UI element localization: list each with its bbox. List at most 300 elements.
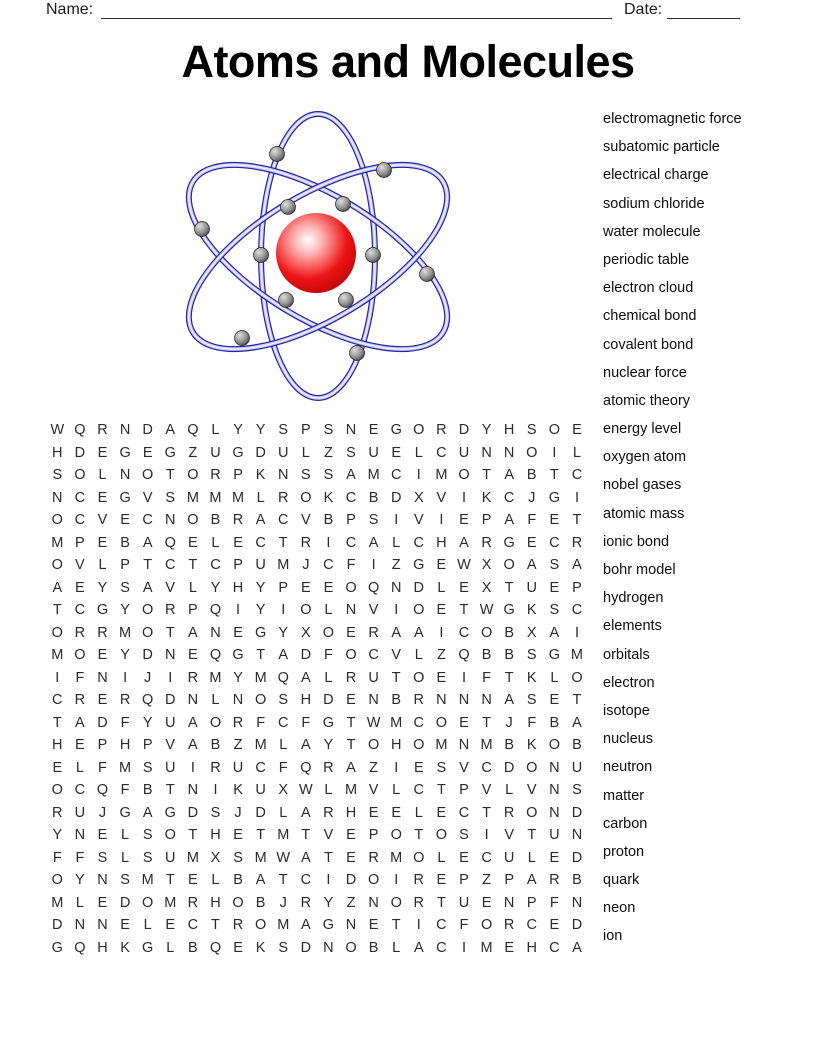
grid-cell: E xyxy=(97,534,108,551)
grid-cell: R xyxy=(549,872,560,889)
grid-cell: Y xyxy=(323,737,334,754)
atom-illustration xyxy=(180,108,456,406)
grid-cell: G xyxy=(164,804,176,821)
grid-cell: A xyxy=(549,624,560,641)
grid-cell: P xyxy=(368,827,379,844)
grid-cell: C xyxy=(481,849,492,866)
grid-cell: M xyxy=(186,849,199,866)
grid-cell: A xyxy=(504,467,514,484)
grid-cell: M xyxy=(480,737,493,754)
grid-cell: F xyxy=(120,782,130,799)
grid-cell: G xyxy=(503,602,515,619)
grid-cell: O xyxy=(435,827,448,844)
grid-cell: T xyxy=(504,579,514,596)
grid-cell: N xyxy=(187,692,199,709)
grid-cell: N xyxy=(97,917,108,934)
grid-cell: R xyxy=(119,692,131,709)
grid-cell: L xyxy=(505,782,514,799)
grid-cell: S xyxy=(323,467,334,484)
grid-cell: T xyxy=(504,669,514,686)
grid-cell: L xyxy=(301,444,310,461)
grid-cell: E xyxy=(413,759,424,776)
grid-cell: H xyxy=(119,737,131,754)
grid-cell: J xyxy=(144,669,152,686)
grid-cell: R xyxy=(210,759,221,776)
grid-cell: B xyxy=(368,489,379,506)
grid-cell: M xyxy=(51,894,64,911)
grid-cell: L xyxy=(572,444,581,461)
grid-cell: E xyxy=(549,849,560,866)
grid-cell: B xyxy=(188,939,198,956)
grid-cell: P xyxy=(481,512,492,529)
grid-cell: R xyxy=(52,804,63,821)
grid-cell: U xyxy=(458,444,470,461)
grid-cell: S xyxy=(526,647,537,664)
grid-cell: E xyxy=(459,579,469,596)
grid-cell: U xyxy=(526,579,537,596)
grid-cell: I xyxy=(394,602,399,619)
grid-cell: A xyxy=(255,872,266,889)
grid-cell: E xyxy=(233,534,243,551)
grid-cell: O xyxy=(74,467,86,484)
grid-cell: H xyxy=(526,939,537,956)
electron-icon xyxy=(350,346,365,361)
grid-cell: D xyxy=(300,939,312,956)
grid-cell: A xyxy=(142,804,153,821)
grid-cell: O xyxy=(390,827,402,844)
grid-cell: P xyxy=(188,602,198,619)
grid-cell: T xyxy=(165,782,175,799)
grid-cell: U xyxy=(165,714,176,731)
grid-cell: V xyxy=(391,647,402,664)
grid-cell: T xyxy=(572,692,582,709)
grid-cell: O xyxy=(571,669,583,686)
grid-cell: I xyxy=(439,624,444,641)
grid-cell: I xyxy=(416,917,421,934)
grid-cell: M xyxy=(277,557,290,574)
word-item: electrical charge xyxy=(603,167,709,184)
grid-cell: C xyxy=(549,939,560,956)
grid-cell: A xyxy=(300,917,311,934)
grid-cell: G xyxy=(142,939,154,956)
grid-cell: E xyxy=(504,939,514,956)
grid-cell: X xyxy=(526,624,537,641)
grid-cell: I xyxy=(326,534,331,551)
grid-cell: C xyxy=(345,489,357,506)
grid-cell: Z xyxy=(346,894,356,911)
electron-icon xyxy=(366,248,381,263)
grid-cell: D xyxy=(97,714,108,731)
grid-cell: M xyxy=(480,939,493,956)
grid-cell: Q xyxy=(96,782,109,799)
grid-cell: D xyxy=(390,489,402,506)
grid-cell: N xyxy=(458,737,470,754)
grid-cell: N xyxy=(436,692,447,709)
grid-cell: M xyxy=(254,669,267,686)
grid-cell: I xyxy=(236,602,241,619)
grid-cell: M xyxy=(570,647,583,664)
grid-cell: B xyxy=(504,647,514,664)
grid-cell: R xyxy=(413,872,425,889)
word-item: electron xyxy=(603,674,655,691)
grid-cell: A xyxy=(346,467,356,484)
grid-cell: Y xyxy=(120,602,130,619)
grid-cell: N xyxy=(165,647,176,664)
grid-cell: N xyxy=(390,579,402,596)
grid-cell: D xyxy=(413,579,425,596)
grid-cell: G xyxy=(390,422,402,439)
grid-cell: C xyxy=(74,782,86,799)
grid-cell: A xyxy=(526,872,537,889)
grid-cell: O xyxy=(548,422,560,439)
word-item: ion xyxy=(603,928,623,945)
electron-icon xyxy=(254,248,269,263)
grid-cell: B xyxy=(142,782,153,799)
grid-cell: O xyxy=(367,737,380,754)
grid-cell: G xyxy=(96,602,109,619)
grid-cell: O xyxy=(526,444,538,461)
grid-cell: L xyxy=(211,534,220,551)
grid-cell: Q xyxy=(74,422,86,439)
grid-cell: D xyxy=(165,692,176,709)
grid-cell: I xyxy=(484,827,489,844)
grid-cell: O xyxy=(142,894,154,911)
grid-cell: G xyxy=(51,939,63,956)
grid-cell: V xyxy=(459,759,469,776)
grid-cell: T xyxy=(143,557,153,574)
grid-cell: U xyxy=(368,669,379,686)
grid-cell: E xyxy=(481,894,492,911)
word-item: bohr model xyxy=(603,562,676,578)
grid-cell: N xyxy=(481,444,492,461)
grid-cell: A xyxy=(391,624,402,641)
grid-cell: T xyxy=(188,827,198,844)
grid-cell: A xyxy=(368,534,379,551)
grid-cell: C xyxy=(368,647,379,664)
grid-cell: R xyxy=(300,534,312,551)
grid-cell: K xyxy=(481,489,492,506)
grid-cell: L xyxy=(279,804,288,821)
grid-cell: O xyxy=(480,624,493,641)
grid-cell: E xyxy=(75,579,85,596)
grid-cell: N xyxy=(187,782,199,799)
grid-cell: N xyxy=(52,489,63,506)
grid-cell: J xyxy=(505,714,513,731)
grid-cell: N xyxy=(571,827,583,844)
grid-cell: V xyxy=(436,489,447,506)
grid-cell: X xyxy=(481,579,492,596)
grid-cell: I xyxy=(55,669,60,686)
grid-cell: J xyxy=(98,804,107,821)
grid-cell: N xyxy=(323,939,334,956)
word-item: hydrogen xyxy=(603,590,664,607)
grid-cell: T xyxy=(323,849,333,866)
grid-cell: C xyxy=(413,714,425,731)
grid-cell: O xyxy=(142,602,154,619)
grid-cell: I xyxy=(574,489,579,506)
grid-cell: R xyxy=(74,692,86,709)
grid-cell: Q xyxy=(209,647,222,664)
word-item: nobel gases xyxy=(603,477,682,494)
grid-cell: D xyxy=(142,422,153,439)
grid-cell: M xyxy=(277,917,290,934)
grid-cell: S xyxy=(278,422,289,439)
electron-icon xyxy=(270,147,285,162)
grid-cell: W xyxy=(276,849,291,866)
grid-cell: E xyxy=(346,849,356,866)
grid-cell: E xyxy=(391,804,402,821)
grid-cell: L xyxy=(121,849,130,866)
electron-icon xyxy=(336,197,351,212)
grid-cell: A xyxy=(504,692,514,709)
grid-cell: E xyxy=(52,759,63,776)
grid-cell: L xyxy=(256,489,265,506)
grid-cell: A xyxy=(188,737,198,754)
grid-cell: O xyxy=(345,939,357,956)
grid-cell: L xyxy=(211,422,220,439)
grid-cell: C xyxy=(74,512,86,529)
grid-cell: D xyxy=(255,804,266,821)
grid-cell: S xyxy=(549,557,560,574)
grid-cell: M xyxy=(51,534,64,551)
grid-cell: X xyxy=(278,782,289,799)
grid-cell: L xyxy=(211,692,220,709)
grid-cell: I xyxy=(461,939,466,956)
grid-cell: T xyxy=(391,917,401,934)
grid-cell: L xyxy=(414,647,423,664)
grid-cell: T xyxy=(527,827,537,844)
grid-cell: R xyxy=(413,894,425,911)
grid-cell: A xyxy=(300,669,311,686)
grid-cell: E xyxy=(459,714,469,731)
grid-cell: D xyxy=(74,444,86,461)
grid-cell: N xyxy=(345,422,357,439)
grid-cell: H xyxy=(390,737,402,754)
grid-cell: V xyxy=(97,512,108,529)
grid-cell: I xyxy=(416,467,421,484)
grid-cell: Q xyxy=(74,939,86,956)
grid-cell: T xyxy=(278,872,288,889)
grid-cell: C xyxy=(165,557,176,574)
grid-cell: H xyxy=(232,579,244,596)
grid-cell: Q xyxy=(142,692,154,709)
grid-cell: K xyxy=(120,939,130,956)
grid-cell: E xyxy=(97,489,108,506)
grid-cell: C xyxy=(458,624,470,641)
grid-cell: O xyxy=(209,714,222,731)
grid-cell: G xyxy=(255,624,267,641)
grid-cell: F xyxy=(459,917,469,934)
grid-cell: R xyxy=(323,759,334,776)
grid-cell: A xyxy=(165,422,176,439)
grid-cell: L xyxy=(324,782,333,799)
grid-cell: C xyxy=(436,939,447,956)
grid-cell: E xyxy=(165,917,176,934)
electron-icon xyxy=(235,331,250,346)
grid-cell: V xyxy=(75,557,85,574)
grid-cell: F xyxy=(256,714,266,731)
grid-cell: A xyxy=(300,804,311,821)
grid-cell: R xyxy=(503,917,515,934)
electron-icon xyxy=(377,163,392,178)
grid-cell: I xyxy=(213,782,218,799)
grid-cell: P xyxy=(233,557,243,574)
grid-cell: P xyxy=(142,737,153,754)
grid-cell: L xyxy=(392,534,401,551)
grid-cell: V xyxy=(323,827,334,844)
grid-cell: G xyxy=(119,444,131,461)
grid-cell: R xyxy=(481,534,492,551)
grid-cell: O xyxy=(164,827,176,844)
word-item: atomic mass xyxy=(603,505,685,522)
grid-cell: B xyxy=(210,512,221,529)
grid-cell: T xyxy=(256,647,266,664)
grid-cell: C xyxy=(255,534,266,551)
grid-cell: S xyxy=(142,827,153,844)
grid-cell: O xyxy=(255,692,267,709)
grid-cell: T xyxy=(414,827,424,844)
word-item: electromagnetic force xyxy=(603,111,742,127)
grid-cell: E xyxy=(97,827,108,844)
grid-cell: L xyxy=(437,849,446,866)
grid-cell: E xyxy=(368,804,379,821)
grid-cell: S xyxy=(165,489,176,506)
grid-cell: E xyxy=(391,444,402,461)
grid-cell: Y xyxy=(75,872,85,889)
grid-cell: R xyxy=(232,917,244,934)
grid-cell: S xyxy=(368,512,379,529)
grid-cell: U xyxy=(368,444,379,461)
grid-cell: R xyxy=(571,534,583,551)
grid-cell: S xyxy=(120,579,130,596)
grid-cell: T xyxy=(188,557,198,574)
grid-cell: J xyxy=(528,489,536,506)
grid-cell: D xyxy=(571,849,583,866)
grid-cell: P xyxy=(75,534,85,551)
grid-cell: U xyxy=(458,894,470,911)
grid-cell: N xyxy=(549,759,560,776)
grid-cell: F xyxy=(278,759,288,776)
grid-cell: C xyxy=(571,467,583,484)
grid-cell: H xyxy=(300,692,312,709)
grid-cell: U xyxy=(277,444,289,461)
grid-cell: T xyxy=(165,467,175,484)
grid-cell: N xyxy=(368,692,379,709)
grid-cell: O xyxy=(51,512,63,529)
grid-cell: D xyxy=(345,872,357,889)
grid-cell: C xyxy=(458,804,470,821)
grid-cell: O xyxy=(74,647,86,664)
grid-cell: J xyxy=(302,557,310,574)
grid-cell: M xyxy=(186,489,199,506)
grid-cell: V xyxy=(526,782,537,799)
grid-cell: S xyxy=(120,872,130,889)
grid-cell: A xyxy=(52,579,63,596)
grid-cell: N xyxy=(119,467,131,484)
grid-cell: X xyxy=(300,624,311,641)
grid-cell: G xyxy=(232,444,244,461)
grid-cell: N xyxy=(503,894,515,911)
grid-cell: A xyxy=(75,714,85,731)
grid-cell: O xyxy=(142,624,154,641)
grid-cell: H xyxy=(345,804,357,821)
grid-cell: S xyxy=(346,444,356,461)
grid-cell: A xyxy=(572,557,582,574)
grid-cell: I xyxy=(190,759,195,776)
word-list xyxy=(603,105,742,951)
grid-cell: T xyxy=(391,669,401,686)
grid-cell: S xyxy=(459,827,469,844)
grid-cell: H xyxy=(97,939,108,956)
grid-cell: A xyxy=(459,534,469,551)
word-item: isotope xyxy=(603,702,650,719)
grid-cell: U xyxy=(549,827,560,844)
grid-cell: G xyxy=(503,534,515,551)
grid-cell: E xyxy=(233,939,243,956)
electron-icon xyxy=(281,200,296,215)
grid-cell: Z xyxy=(482,872,491,889)
grid-cell: Z xyxy=(188,444,198,461)
grid-cell: E xyxy=(120,917,130,934)
grid-cell: C xyxy=(571,602,583,619)
grid-cell: C xyxy=(277,714,289,731)
grid-cell: N xyxy=(345,602,357,619)
grid-cell: E xyxy=(436,804,447,821)
grid-cell: S xyxy=(549,602,560,619)
grid-cell: E xyxy=(142,444,153,461)
grid-cell: L xyxy=(392,939,401,956)
grid-cell: Z xyxy=(233,737,243,754)
grid-cell: E xyxy=(549,512,560,529)
grid-cell: M xyxy=(119,759,132,776)
grid-cell: O xyxy=(458,467,470,484)
grid-cell: R xyxy=(187,669,199,686)
grid-cell: N xyxy=(368,894,379,911)
grid-cell: O xyxy=(413,602,425,619)
grid-cell: X xyxy=(210,849,221,866)
grid-cell: S xyxy=(233,849,243,866)
word-item: ionic bond xyxy=(603,533,670,550)
grid-cell: B xyxy=(481,647,492,664)
grid-cell: B xyxy=(572,737,582,754)
word-search-grid xyxy=(46,419,588,959)
grid-cell: C xyxy=(52,692,63,709)
grid-cell: N xyxy=(97,669,108,686)
grid-cell: O xyxy=(526,759,538,776)
grid-cell: U xyxy=(232,759,244,776)
grid-cell: W xyxy=(298,782,313,799)
grid-cell: F xyxy=(301,714,311,731)
grid-cell: O xyxy=(300,489,312,506)
grid-cell: O xyxy=(51,557,63,574)
grid-cell: A xyxy=(300,849,311,866)
grid-cell: B xyxy=(526,467,537,484)
grid-cell: E xyxy=(97,894,108,911)
grid-cell: E xyxy=(436,872,447,889)
grid-cell: Q xyxy=(458,647,470,664)
grid-cell: L xyxy=(550,669,559,686)
word-item: nuclear force xyxy=(603,364,687,381)
grid-cell: S xyxy=(142,849,153,866)
grid-cell: U xyxy=(165,849,176,866)
grid-cell: Y xyxy=(233,422,243,439)
grid-cell: C xyxy=(142,512,153,529)
grid-cell: R xyxy=(232,512,244,529)
grid-cell: R xyxy=(232,714,244,731)
grid-cell: T xyxy=(301,827,311,844)
grid-cell: A xyxy=(278,647,289,664)
grid-cell: S xyxy=(278,939,289,956)
